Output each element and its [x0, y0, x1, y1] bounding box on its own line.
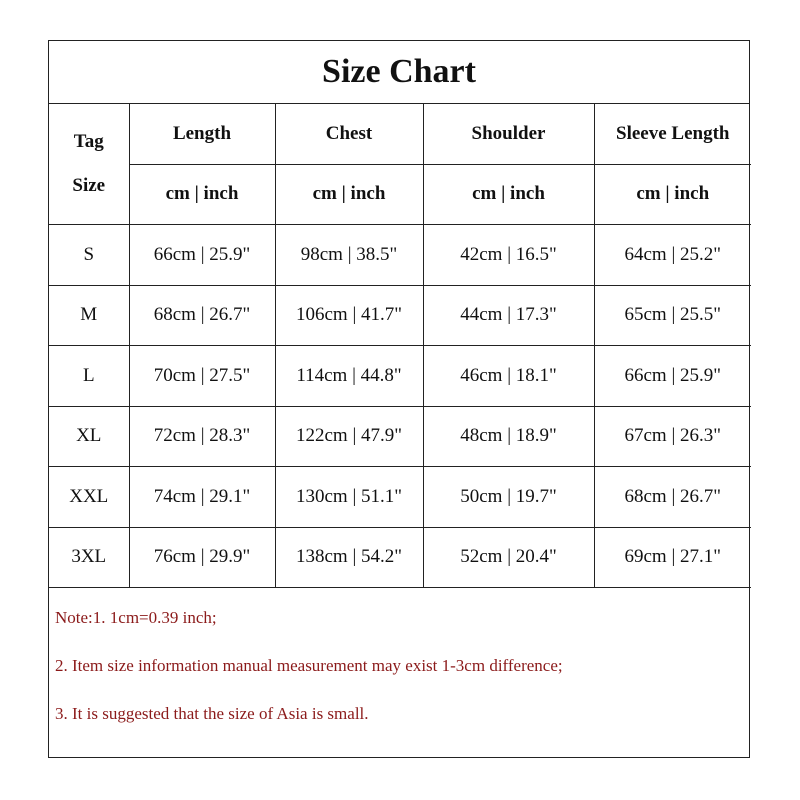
table-row: [49, 527, 751, 588]
size-cell: XL: [49, 406, 129, 467]
sleeve-cell: 67cm | 26.3": [594, 406, 751, 467]
note-3: 3. It is suggested that the size of Asia is small.: [55, 704, 369, 723]
size-cell: M: [49, 285, 129, 346]
header-sleeve-length: Sleeve Length: [594, 104, 751, 164]
shoulder-cell: 50cm | 19.7": [423, 467, 594, 528]
shoulder-cell: 42cm | 16.5": [423, 225, 594, 286]
table-row: [49, 406, 751, 467]
header-chest: Chest: [275, 104, 423, 164]
tag-label: Tag: [73, 131, 104, 152]
size-cell: L: [49, 346, 129, 407]
chest-cell: 98cm | 38.5": [275, 225, 423, 286]
table-row: [49, 467, 751, 528]
size-cell: S: [49, 225, 129, 286]
length-cell: 76cm | 29.9": [129, 527, 275, 588]
chest-cell: 122cm | 47.9": [275, 406, 423, 467]
length-cell: 66cm | 25.9": [129, 225, 275, 286]
sleeve-cell: 64cm | 25.2": [594, 225, 751, 286]
table-row: [49, 225, 751, 286]
sleeve-cell: 69cm | 27.1": [594, 527, 751, 588]
chest-cell: 114cm | 44.8": [275, 346, 423, 407]
note-2: 2. Item size information manual measurement may exist 1-3cm difference;: [55, 656, 563, 675]
header-shoulder: Shoulder: [423, 104, 594, 164]
notes-section: [49, 588, 749, 750]
header-row: [49, 104, 751, 164]
note-1: Note:1. 1cm=0.39 inch;: [55, 608, 217, 627]
units-sleeve-length: cm | inch: [594, 164, 751, 225]
size-label: Size: [72, 175, 106, 196]
chest-cell: 138cm | 54.2": [275, 527, 423, 588]
length-cell: 72cm | 28.3": [129, 406, 275, 467]
chest-cell: 106cm | 41.7": [275, 285, 423, 346]
units-shoulder: cm | inch: [423, 164, 594, 225]
shoulder-cell: 52cm | 20.4": [423, 527, 594, 588]
shoulder-cell: 46cm | 18.1": [423, 346, 594, 407]
header-length: Length: [129, 104, 275, 164]
sleeve-cell: 68cm | 26.7": [594, 467, 751, 528]
tag-size-header: [49, 104, 129, 225]
units-length: cm | inch: [129, 164, 275, 225]
units-chest: cm | inch: [275, 164, 423, 225]
chart-title: Size Chart: [49, 41, 749, 104]
units-row: [49, 164, 751, 225]
size-table: [49, 104, 751, 588]
size-cell: XXL: [49, 467, 129, 528]
size-chart: [48, 40, 750, 758]
shoulder-cell: 48cm | 18.9": [423, 406, 594, 467]
sleeve-cell: 66cm | 25.9": [594, 346, 751, 407]
chest-cell: 130cm | 51.1": [275, 467, 423, 528]
length-cell: 74cm | 29.1": [129, 467, 275, 528]
sleeve-cell: 65cm | 25.5": [594, 285, 751, 346]
table-row: [49, 285, 751, 346]
table-row: [49, 346, 751, 407]
size-cell: 3XL: [49, 527, 129, 588]
length-cell: 68cm | 26.7": [129, 285, 275, 346]
length-cell: 70cm | 27.5": [129, 346, 275, 407]
shoulder-cell: 44cm | 17.3": [423, 285, 594, 346]
